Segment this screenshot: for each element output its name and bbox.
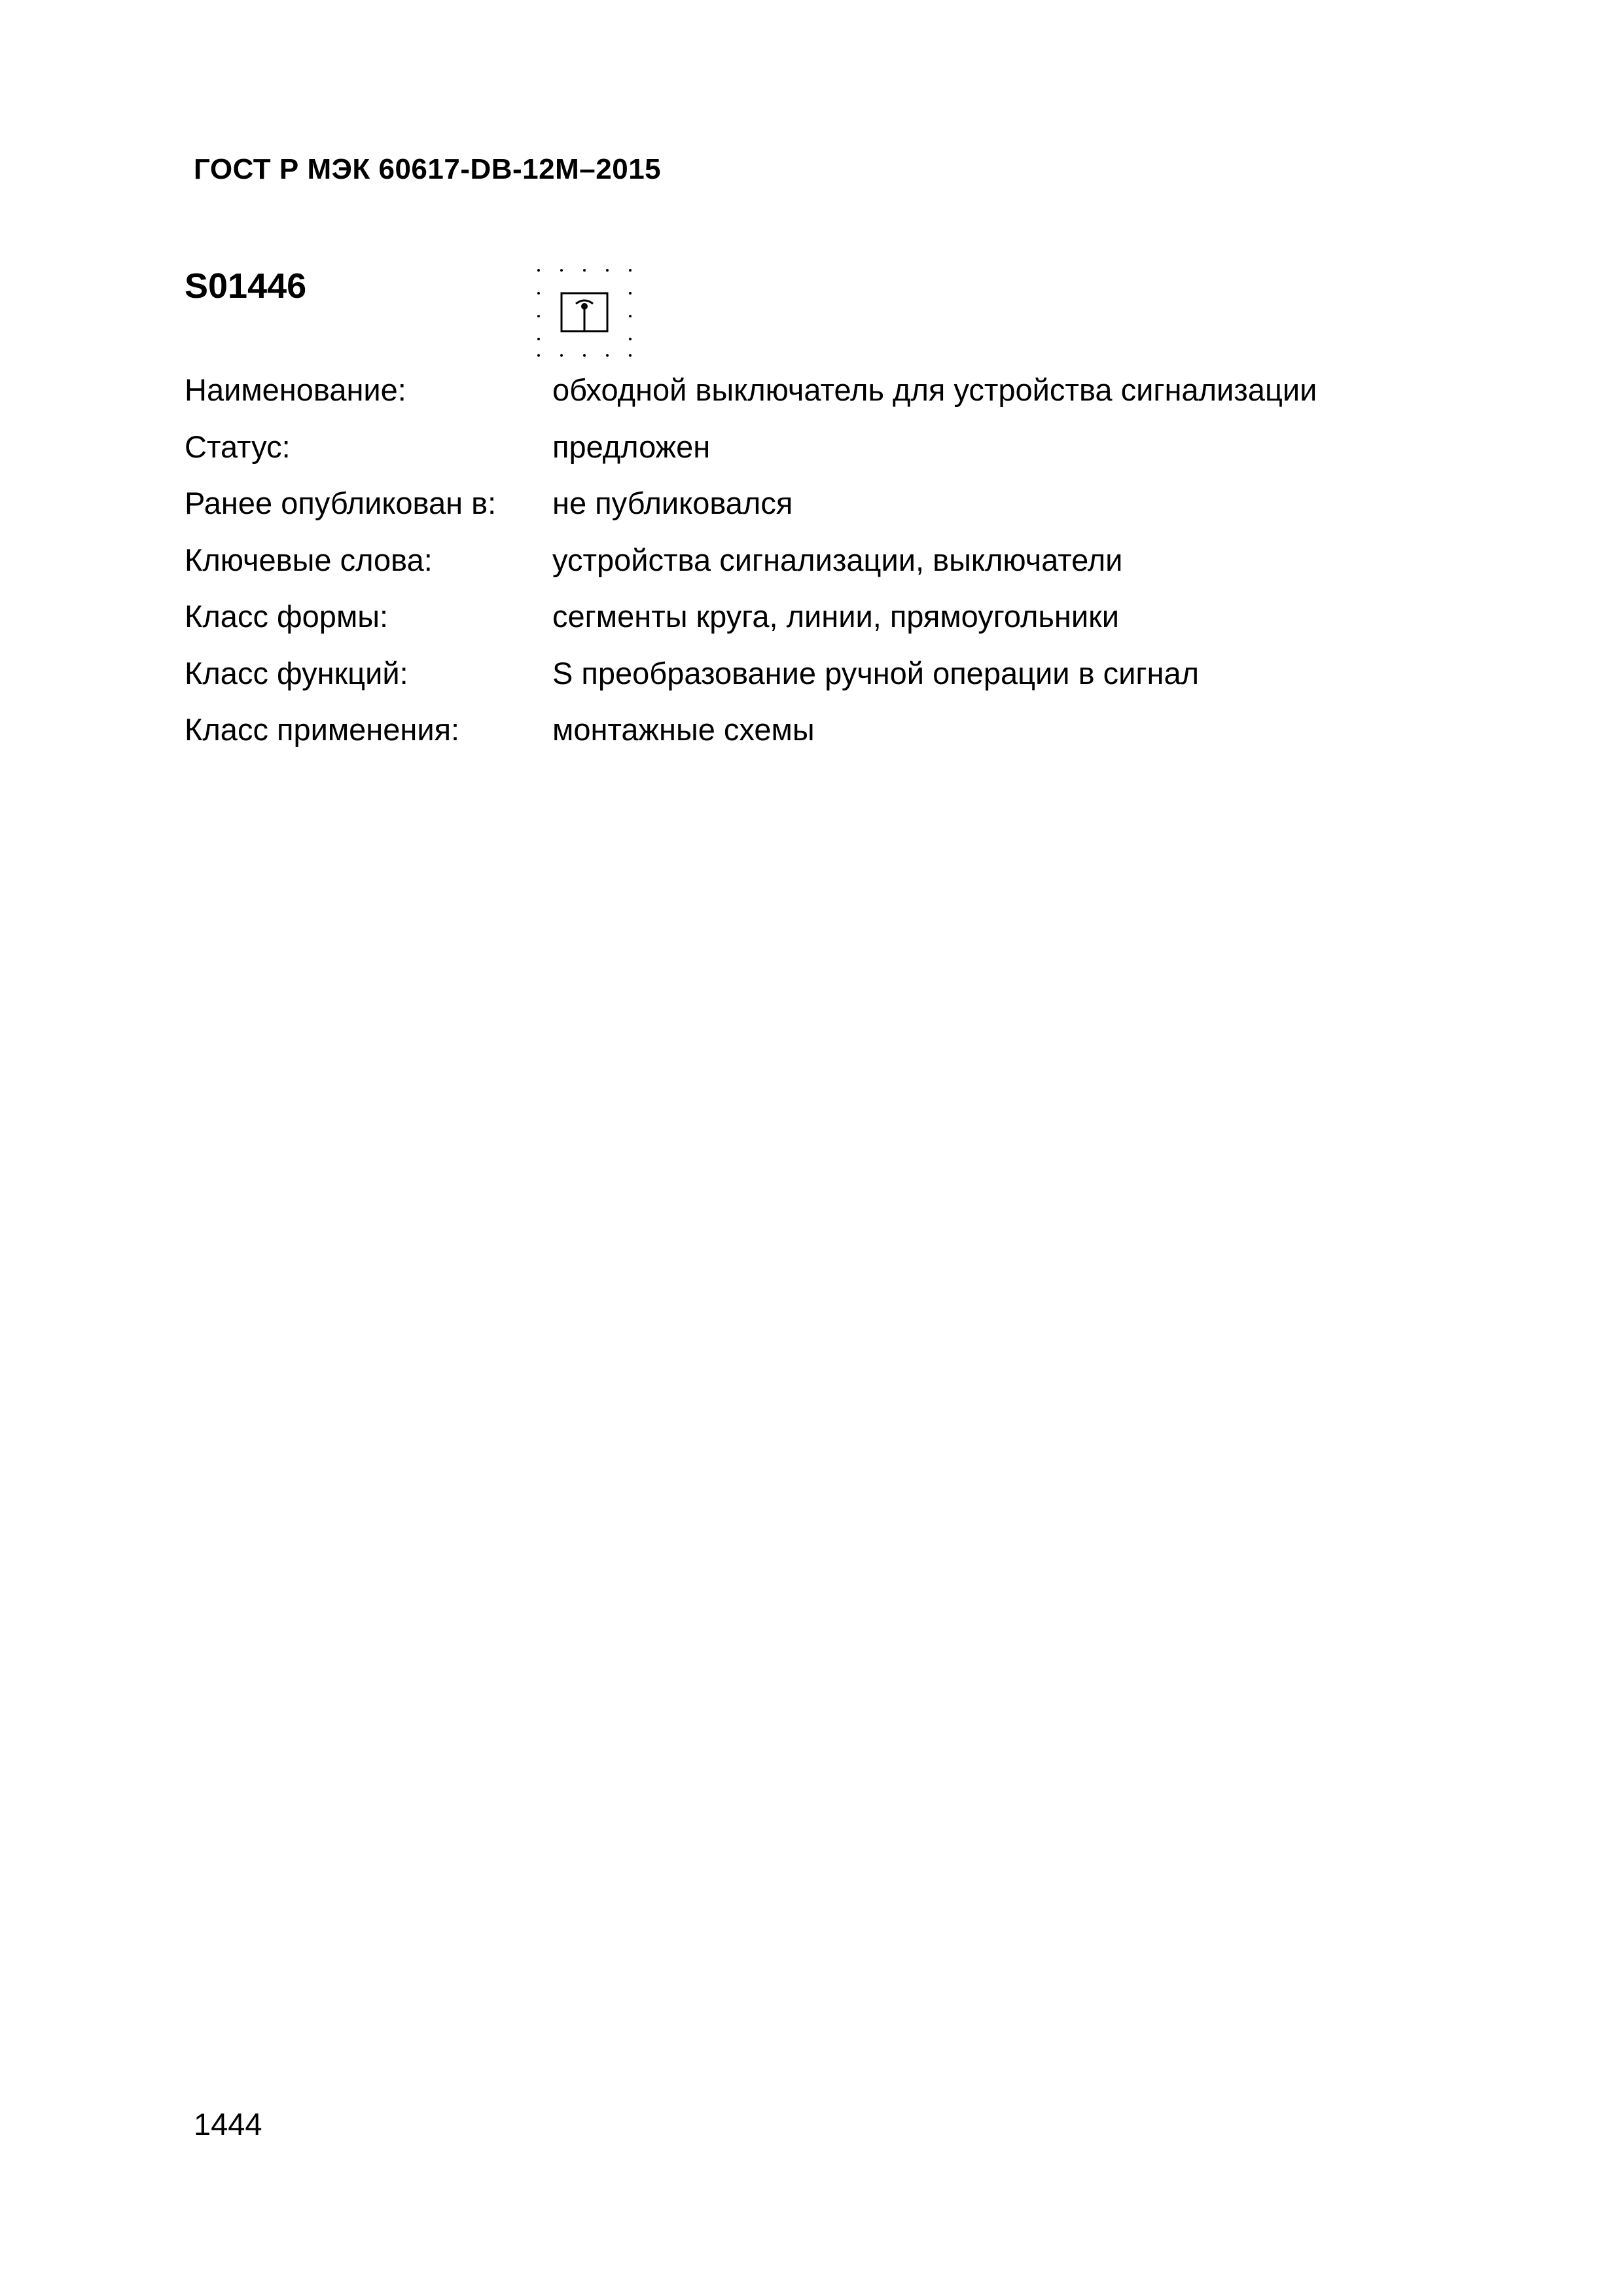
property-label: Статус: [185, 429, 291, 464]
property-label: Класс формы: [185, 599, 389, 634]
property-row-shape-class [185, 593, 1317, 650]
property-label: Класс применения: [185, 712, 460, 747]
property-value: S преобразование ручной операции в сигнал [552, 655, 1200, 691]
property-label: Ранее опубликован в: [185, 486, 497, 520]
document-header: ГОСТ Р МЭК 60617-DB-12М–2015 [194, 153, 662, 185]
symbol-code: S01446 [185, 266, 307, 306]
property-value: не публиковался [552, 486, 793, 520]
properties-list [185, 367, 1317, 763]
property-label: Наименование: [185, 372, 406, 407]
property-value: устройства сигнализации, выключатели [552, 542, 1123, 577]
property-row-application-class [185, 706, 1317, 763]
property-row-status [185, 423, 1317, 480]
property-value: обходной выключатель для устройства сигнализации [552, 372, 1317, 407]
property-label: Ключевые слова: [185, 542, 433, 577]
property-value: монтажные схемы [552, 712, 815, 747]
property-row-published [185, 480, 1317, 537]
property-row-keywords [185, 537, 1317, 594]
property-value: сегменты круга, линии, прямоугольники [552, 599, 1119, 634]
property-row-name [185, 367, 1317, 423]
property-value: предложен [552, 429, 711, 464]
property-label: Класс функций: [185, 655, 408, 691]
bypass-switch-symbol-icon [535, 267, 633, 359]
page-number: 1444 [194, 2107, 262, 2142]
property-row-function-class [185, 650, 1317, 707]
